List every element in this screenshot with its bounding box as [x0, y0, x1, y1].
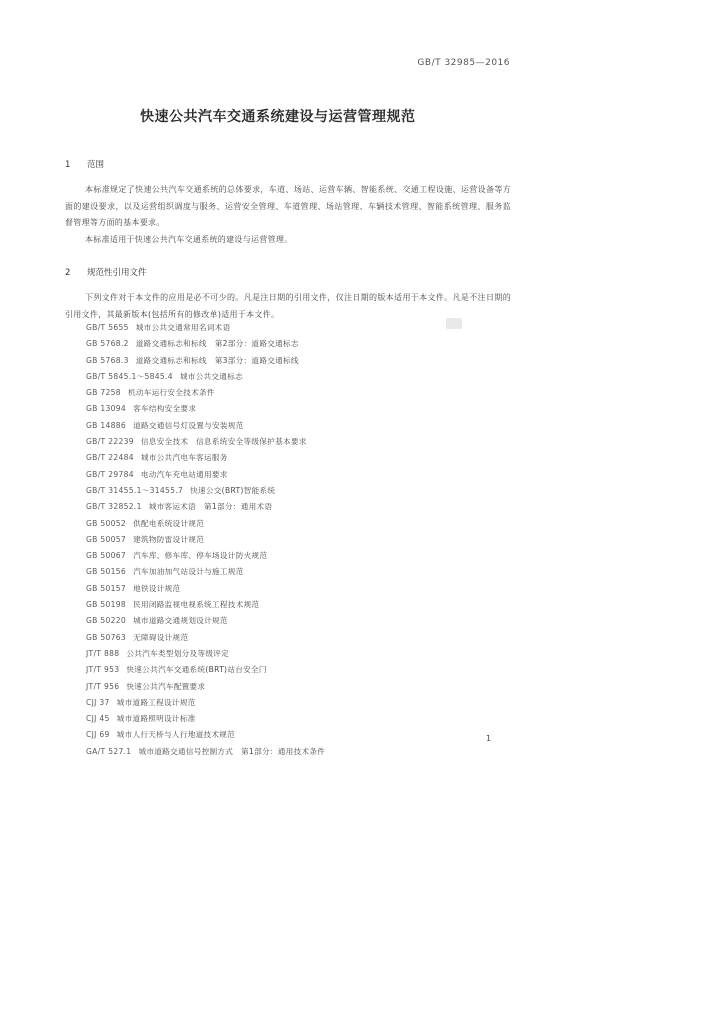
reference-code: JT/T 888: [86, 648, 120, 658]
reference-code: GB 7258: [86, 388, 121, 398]
reference-code: GB/T 22484: [86, 453, 134, 463]
reference-name: 城市公共汽电车客运服务: [140, 453, 228, 463]
reference-item: [86, 369, 325, 385]
page-number: 1: [486, 734, 492, 743]
reference-name: 电动汽车充电站通用要求: [140, 469, 228, 479]
reference-name: 城市道路照明设计标准: [116, 714, 196, 724]
reference-code: GB 50067: [86, 551, 127, 561]
reference-code: CJJ 69: [86, 730, 110, 740]
reference-item: [86, 450, 325, 466]
reference-item: [86, 695, 325, 711]
reference-item: [86, 581, 325, 597]
reference-code: GB 50220: [86, 616, 127, 626]
reference-code: GB 50052: [86, 518, 127, 528]
reference-name: 快速公交(BRT)智能系统: [190, 485, 276, 495]
normative-references-paragraph: 下列文件对于本文件的应用是必不可少的。凡是注日期的引用文件，仅注日期的版本适用于本文件。凡是不注日期的引用文件，其最新版本(包括所有的修改单)适用于本文件。: [65, 293, 511, 319]
reference-name: 城市人行天桥与人行地道技术规范: [116, 730, 236, 740]
reference-name: 城市客运术语 第1部分：通用术语: [148, 502, 273, 512]
reference-code: JT/T 953: [86, 665, 120, 675]
reference-item: [86, 385, 325, 401]
reference-item: [86, 467, 325, 483]
section-2-number: 2: [65, 268, 71, 278]
reference-name: 民用闭路监视电视系统工程技术规范: [133, 600, 260, 610]
reference-item: [86, 711, 325, 727]
reference-item: [86, 727, 325, 743]
reference-name: 城市道路交通规划设计规范: [133, 616, 228, 626]
reference-code: CJJ 45: [86, 714, 110, 724]
reference-name: 信息安全技术 信息系统安全等级保护基本要求: [140, 437, 307, 447]
reference-item: [86, 516, 325, 532]
reference-name: 快速公共汽车交通系统(BRT)站台安全门: [126, 665, 267, 675]
reference-item: [86, 418, 325, 434]
reference-name: 城市道路工程设计规范: [116, 697, 196, 707]
reference-item: [86, 499, 325, 515]
section-1-heading: [65, 158, 104, 170]
reference-item: [86, 679, 325, 695]
reference-item: [86, 401, 325, 417]
watermark-mark: [446, 318, 462, 329]
reference-item: [86, 744, 325, 760]
reference-code: GB 50057: [86, 534, 127, 544]
reference-code: GB 14886: [86, 420, 127, 430]
reference-code: GB 13094: [86, 404, 127, 414]
reference-code: GB 5768.3: [86, 355, 129, 365]
reference-name: 无障碍设计规范: [133, 632, 189, 642]
reference-item: [86, 646, 325, 662]
reference-item: [86, 483, 325, 499]
reference-name: 供配电系统设计规范: [133, 518, 205, 528]
reference-code: GB 50157: [86, 583, 127, 593]
reference-code: GB 50156: [86, 567, 127, 577]
reference-name: 道路交通标志和标线 第2部分：道路交通标志: [135, 339, 299, 349]
reference-code: GB 50763: [86, 632, 127, 642]
reference-name: 城市公共交通标志: [179, 371, 243, 381]
reference-item: [86, 597, 325, 613]
reference-code: GB/T 29784: [86, 469, 134, 479]
reference-code: JT/T 956: [86, 681, 120, 691]
reference-name: 城市公共交通常用名词术语: [135, 323, 231, 332]
reference-item: [86, 564, 325, 580]
reference-item: [86, 662, 325, 678]
section-2-title: 规范性引用文件: [87, 268, 147, 278]
reference-code: GB/T 22239: [86, 437, 134, 447]
reference-item: [86, 320, 325, 336]
reference-name: 城市道路交通信号控制方式 第1部分：通用技术条件: [138, 746, 326, 756]
reference-item: [86, 336, 325, 352]
reference-name: 道路交通信号灯设置与安装规范: [133, 420, 244, 430]
standard-number: GB/T 32985—2016: [417, 58, 510, 68]
reference-code: GA/T 527.1: [86, 746, 132, 756]
reference-item: [86, 353, 325, 369]
reference-code: GB 50198: [86, 600, 127, 610]
applicability-paragraph: 本标准适用于快速公共汽车交通系统的建设与运营管理。: [85, 235, 293, 244]
reference-item: [86, 532, 325, 548]
reference-item: [86, 548, 325, 564]
reference-code: CJJ 37: [86, 697, 110, 707]
reference-code: GB/T 31455.1～31455.7: [86, 485, 184, 495]
reference-code: GB/T 32852.1: [86, 502, 142, 512]
reference-name: 汽车库、修车库、停车场设计防火规范: [133, 551, 268, 561]
scope-paragraph: 本标准规定了快速公共汽车交通系统的总体要求，车道、场站、运营车辆、智能系统、交通工程设施、运营设备等方面的建设要求，以及运营组织调度与服务、运营安全管理、车道管理、场站管理、车辆技术管理、智能系统管理、服务监督管理等方面的基本要求。: [65, 185, 511, 227]
reference-item: [86, 434, 325, 450]
reference-list: [86, 320, 325, 760]
reference-name: 机动车运行安全技术条件: [127, 388, 215, 398]
reference-name: 客车结构安全要求: [133, 404, 197, 414]
reference-code: GB/T 5845.1～5845.4: [86, 371, 173, 381]
section-2-heading: [65, 266, 147, 278]
reference-name: 地铁设计规范: [133, 583, 181, 593]
reference-name: 道路交通标志和标线 第3部分：道路交通标线: [135, 355, 299, 365]
reference-name: 建筑物防雷设计规范: [133, 534, 205, 544]
reference-item: [86, 613, 325, 629]
reference-code: GB/T 5655: [86, 323, 129, 332]
reference-code: GB 5768.2: [86, 339, 129, 349]
reference-name: 快速公共汽车配置要求: [126, 681, 206, 691]
document-title: 快速公共汽车交通系统建设与运营管理规范: [140, 109, 416, 125]
reference-name: 公共汽车类型划分及等级评定: [126, 648, 230, 658]
reference-item: [86, 630, 325, 646]
section-1-title: 范围: [87, 160, 105, 170]
reference-name: 汽车加油加气站设计与施工规范: [133, 567, 244, 577]
section-1-number: 1: [65, 160, 71, 170]
